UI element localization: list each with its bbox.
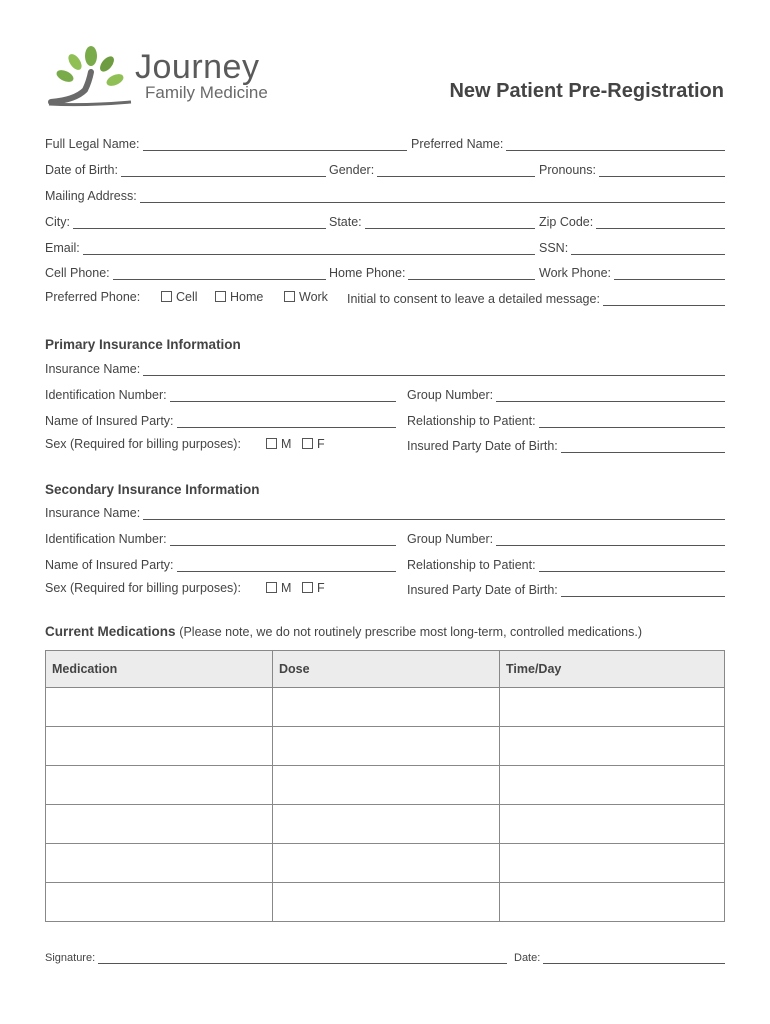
preferred-phone-label: Preferred Phone: — [45, 290, 141, 304]
gender-field[interactable]: Gender: — [329, 161, 535, 177]
email-field[interactable]: Email: — [45, 239, 535, 255]
logo-wordmark: Journey — [135, 48, 260, 86]
logo — [45, 44, 275, 108]
dose-cell[interactable] — [273, 727, 500, 766]
full-legal-name-field[interactable]: Full Legal Name: — [45, 135, 407, 151]
medication-cell[interactable] — [46, 766, 273, 805]
row-dob — [45, 161, 725, 179]
table-header-row — [46, 651, 725, 688]
dose-cell[interactable] — [273, 883, 500, 922]
row-secondary-insured — [45, 556, 725, 574]
row-secondary-id — [45, 530, 725, 548]
row-primary-sex — [45, 437, 725, 455]
zip-field[interactable]: Zip Code: — [539, 213, 725, 229]
time-day-cell[interactable] — [500, 883, 725, 922]
medications-table — [45, 650, 725, 922]
table-row — [46, 883, 725, 922]
secondary-group-number-field[interactable]: Group Number: — [407, 530, 725, 546]
primary-group-number-field[interactable]: Group Number: — [407, 386, 725, 402]
secondary-id-number-field[interactable]: Identification Number: — [45, 530, 396, 546]
cell-phone-field[interactable]: Cell Phone: — [45, 264, 326, 280]
preferred-cell-checkbox[interactable]: Cell — [161, 290, 198, 304]
city-field[interactable]: City: — [45, 213, 326, 229]
primary-insured-dob-field[interactable]: Insured Party Date of Birth: — [407, 437, 725, 453]
secondary-insurance-heading: Secondary Insurance Information — [45, 482, 260, 497]
time-day-cell[interactable] — [500, 688, 725, 727]
dose-cell[interactable] — [273, 805, 500, 844]
row-primary-id — [45, 386, 725, 404]
dose-cell[interactable] — [273, 766, 500, 805]
mailing-address-field[interactable]: Mailing Address: — [45, 187, 725, 203]
medications-note: (Please note, we do not routinely prescribe most long-term, controlled medications.) — [179, 625, 643, 639]
medication-cell[interactable] — [46, 883, 273, 922]
preferred-name-field[interactable]: Preferred Name: — [411, 135, 725, 151]
row-primary-insured — [45, 412, 725, 430]
signature-field[interactable]: Signature: — [45, 948, 507, 964]
primary-relationship-field[interactable]: Relationship to Patient: — [407, 412, 725, 428]
col-dose: Dose — [273, 651, 500, 688]
dob-field[interactable]: Date of Birth: — [45, 161, 326, 177]
tree-logo-icon — [45, 44, 135, 108]
dose-cell[interactable] — [273, 844, 500, 883]
medications-heading: Current Medications (Please note, we do not routinely prescribe most long-term, controlled medications.) — [45, 624, 643, 639]
row-signature — [45, 948, 725, 966]
secondary-sex-label: Sex (Required for billing purposes): — [45, 581, 241, 595]
medication-cell[interactable] — [46, 805, 273, 844]
primary-id-number-field[interactable]: Identification Number: — [45, 386, 396, 402]
col-time-day: Time/Day — [500, 651, 725, 688]
table-row — [46, 844, 725, 883]
primary-insured-name-field[interactable]: Name of Insured Party: — [45, 412, 396, 428]
pronouns-field[interactable]: Pronouns: — [539, 161, 725, 177]
page-title: New Patient Pre-Registration — [449, 80, 724, 102]
date-field[interactable]: Date: — [514, 948, 725, 964]
secondary-relationship-field[interactable]: Relationship to Patient: — [407, 556, 725, 572]
row-address — [45, 187, 725, 205]
row-secondary-sex — [45, 581, 725, 599]
row-names — [45, 135, 725, 153]
secondary-sex-f-checkbox[interactable]: F — [302, 581, 325, 595]
dose-cell[interactable] — [273, 688, 500, 727]
primary-insurance-heading: Primary Insurance Information — [45, 337, 241, 352]
preferred-work-checkbox[interactable]: Work — [284, 290, 328, 304]
table-row — [46, 805, 725, 844]
table-row — [46, 688, 725, 727]
work-phone-field[interactable]: Work Phone: — [539, 264, 725, 280]
home-phone-field[interactable]: Home Phone: — [329, 264, 535, 280]
row-primary-insurance-name — [45, 360, 725, 378]
medication-cell[interactable] — [46, 844, 273, 883]
col-medication: Medication — [46, 651, 273, 688]
time-day-cell[interactable] — [500, 727, 725, 766]
secondary-insured-dob-field[interactable]: Insured Party Date of Birth: — [407, 581, 725, 597]
secondary-insurance-name-field[interactable]: Insurance Name: — [45, 504, 725, 520]
row-email — [45, 239, 725, 257]
primary-sex-m-checkbox[interactable]: M — [266, 437, 291, 451]
row-city — [45, 213, 725, 231]
logo-subtitle: Family Medicine — [145, 83, 268, 102]
row-secondary-insurance-name — [45, 504, 725, 522]
time-day-cell[interactable] — [500, 844, 725, 883]
ssn-field[interactable]: SSN: — [539, 239, 725, 255]
table-row — [46, 766, 725, 805]
consent-initial-field[interactable]: Initial to consent to leave a detailed message: — [347, 290, 725, 306]
secondary-insured-name-field[interactable]: Name of Insured Party: — [45, 556, 396, 572]
preferred-home-checkbox[interactable]: Home — [215, 290, 263, 304]
table-row — [46, 727, 725, 766]
primary-sex-f-checkbox[interactable]: F — [302, 437, 325, 451]
medication-cell[interactable] — [46, 727, 273, 766]
time-day-cell[interactable] — [500, 805, 725, 844]
secondary-sex-m-checkbox[interactable]: M — [266, 581, 291, 595]
row-phones — [45, 264, 725, 282]
medication-cell[interactable] — [46, 688, 273, 727]
state-field[interactable]: State: — [329, 213, 535, 229]
row-preferred-phone — [45, 290, 725, 308]
primary-insurance-name-field[interactable]: Insurance Name: — [45, 360, 725, 376]
time-day-cell[interactable] — [500, 766, 725, 805]
primary-sex-label: Sex (Required for billing purposes): — [45, 437, 241, 451]
